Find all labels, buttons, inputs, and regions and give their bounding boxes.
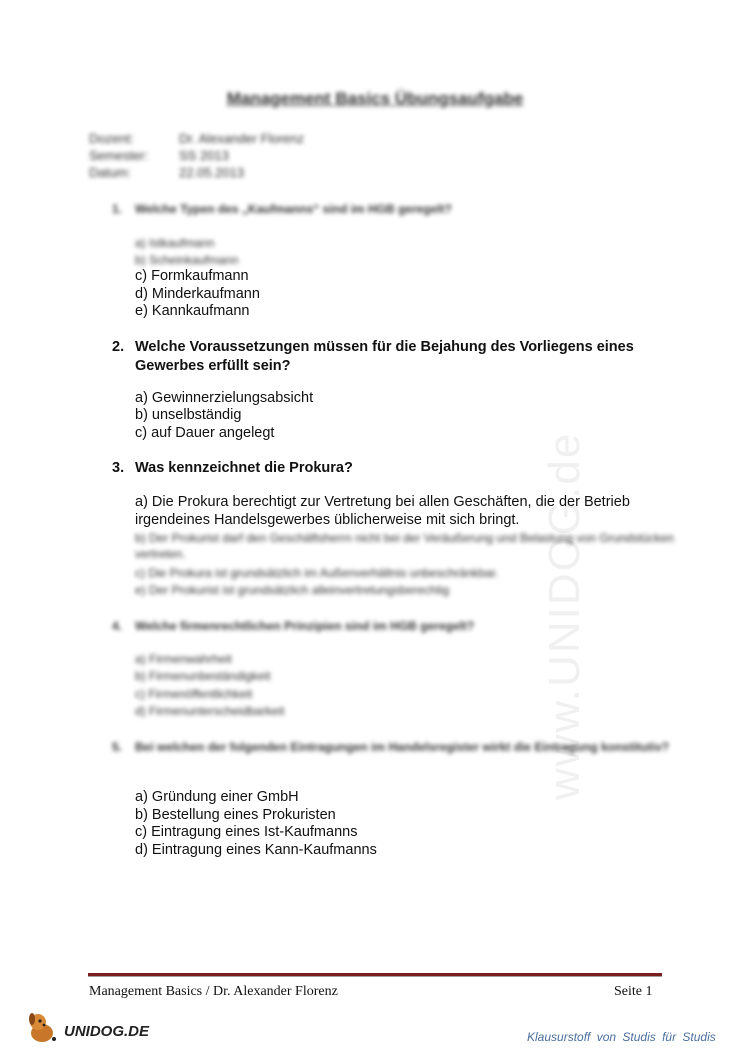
question-number: 1. xyxy=(112,202,123,216)
question-1 xyxy=(112,200,675,219)
answer-2c: c) auf Dauer angelegt xyxy=(135,425,275,441)
answer-2b: b) unselbständig xyxy=(135,407,242,423)
answer-4c: c) Firmenöffentlichkeit xyxy=(135,687,253,701)
answer-4b: b) Firmenunbeständigkeit xyxy=(135,669,271,683)
logo-text: UNIDOG.DE xyxy=(64,1023,150,1040)
meta-row xyxy=(89,165,244,180)
meta-row xyxy=(89,131,304,146)
question-number: 4. xyxy=(112,619,123,633)
meta-key: Semester: xyxy=(89,148,149,163)
question-3 xyxy=(112,459,675,478)
question-2 xyxy=(112,338,675,376)
meta-row xyxy=(89,148,229,163)
answer-1a: a) Istkaufmann xyxy=(135,236,215,250)
question-5 xyxy=(112,738,675,757)
footer-left-text: Management Basics / Dr. Alexander Florenz xyxy=(89,984,338,999)
answer-5d: d) Eintragung eines Kann-Kaufmanns xyxy=(135,842,377,858)
question-text: Bei welchen der folgenden Eintragungen im Handelsregister wirkt die Eintragung konstitutiv? xyxy=(135,740,670,754)
footer-rule xyxy=(88,973,662,977)
tagline: Klausurstoff von Studis für Studis xyxy=(527,1030,716,1044)
answer-4d: d) Firmenunterscheidbarkeit xyxy=(135,704,285,718)
answer-5b: b) Bestellung eines Prokuristen xyxy=(135,807,336,823)
meta-value: SS 2013 xyxy=(179,148,229,163)
answer-4a: a) Firmenwahrheit xyxy=(135,652,232,666)
meta-value: 22.05.2013 xyxy=(179,165,245,180)
dog-icon xyxy=(24,1009,60,1045)
answer-2a: a) Gewinnerzielungsabsicht xyxy=(135,390,314,406)
question-text: Welche firmenrechtlichen Prinzipien sind im HGB geregelt? xyxy=(135,619,475,633)
question-number: 2. xyxy=(112,339,125,355)
watermark: www.UNIDOG.de xyxy=(540,431,589,800)
answer-3e: e) Der Prokurist ist grundsätzlich alleinvertretungsberechtig xyxy=(135,583,450,597)
answer-3a: a) Die Prokura berechtigt zur Vertretung bei allen Geschäften, die der Betrieb irgendeines Handelsgewerbes üblicherweise mit sich bringt. xyxy=(135,494,630,528)
question-text: Welche Voraussetzungen müssen für die Bejahung des Vorliegens eines Gewerbes erfüllt sein? xyxy=(135,339,634,374)
meta-key: Dozent: xyxy=(89,131,134,146)
unidog-logo[interactable] xyxy=(24,1009,154,1047)
answer-1b: b) Scheinkaufmann xyxy=(135,253,239,267)
question-number: 3. xyxy=(112,460,125,476)
answer-3c: c) Die Prokura ist grundsätzlich im Außenverhältnis unbeschränkbar. xyxy=(135,566,499,580)
answer-1d: d) Minderkaufmann xyxy=(135,286,260,302)
meta-value: Dr. Alexander Florenz xyxy=(179,131,305,146)
answer-5a: a) Gründung einer GmbH xyxy=(135,789,299,805)
answer-1c: c) Formkaufmann xyxy=(135,268,249,284)
document-title: Management Basics Übungsaufgabe xyxy=(226,89,524,108)
answer-5c: c) Eintragung eines Ist-Kaufmanns xyxy=(135,824,358,840)
question-4 xyxy=(112,617,675,636)
answer-3b: b) Der Prokurist darf den Geschäftsherrn nicht bei der Veräußerung und Belastung von Grundstücken vertreten. xyxy=(135,531,674,561)
question-text: Welche Typen des „Kaufmanns“ sind im HGB geregelt? xyxy=(135,202,452,216)
page-number: Seite 1 xyxy=(614,984,653,999)
question-text: Was kennzeichnet die Prokura? xyxy=(135,460,353,476)
meta-key: Datum: xyxy=(89,165,131,180)
answer-1e: e) Kannkaufmann xyxy=(135,303,250,319)
question-number: 5. xyxy=(112,740,123,754)
